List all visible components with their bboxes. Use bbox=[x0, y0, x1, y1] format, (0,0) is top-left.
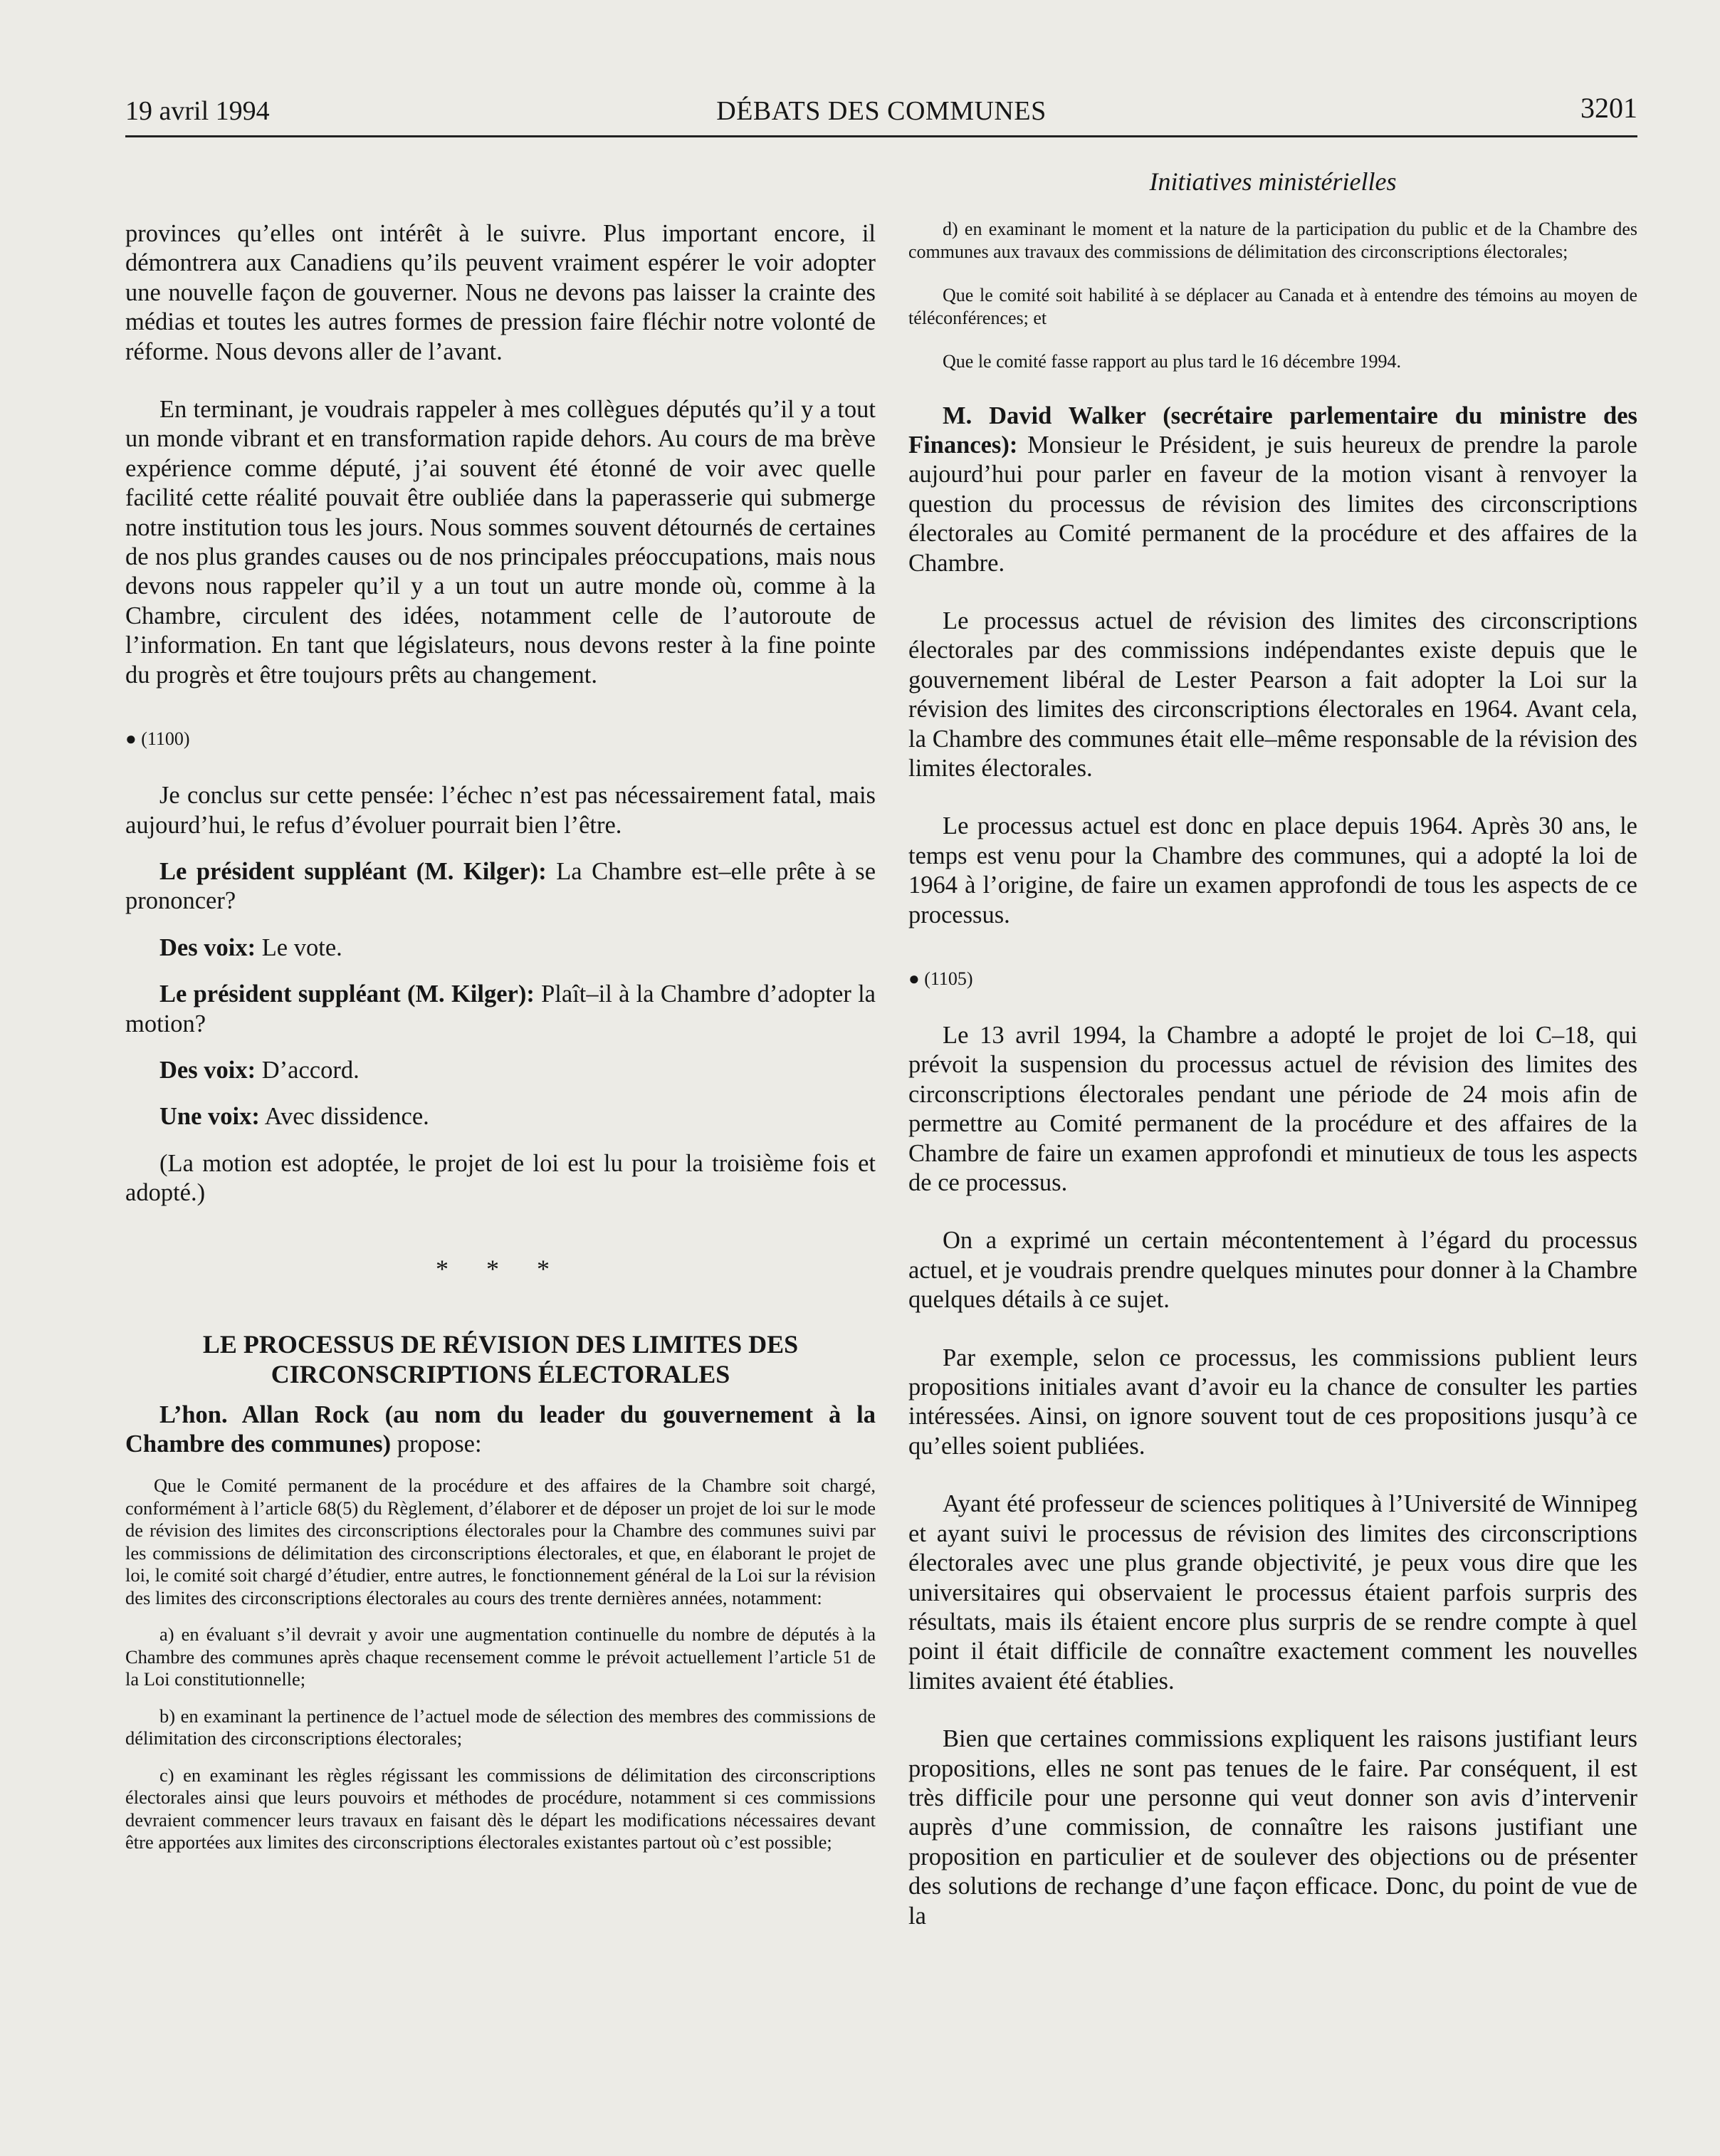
speaker-name: Des voix: bbox=[159, 1056, 256, 1084]
speaker-name: L’hon. Allan Rock (au nom du leader du gouvernement à la Chambre des communes) bbox=[125, 1401, 876, 1458]
paragraph-history: Le processus actuel de révision des limites des circonscriptions électorales par des commissions indépendantes existe depuis que le gouvernement libéral de Lester Pearson a fait adopter la Loi sur la révision des limites des circonscriptions électorales en 1964. Avant cela, la Chambre des communes était elle–même responsable de la révision des limites électorales. bbox=[908, 607, 1637, 782]
paragraph-bill-c18: Le 13 avril 1994, la Chambre a adopté le projet de loi C–18, qui prévoit la suspension du processus actuel de révision des limites des circonscriptions électorales pendant une période de 24 mois afin de permettre au Comité permanent de la procédure et des affaires de la Chambre de faire un examen approfondi et minutieux de tous les aspects de ce processus. bbox=[908, 1022, 1637, 1197]
paragraph-continuation: provinces qu’elles ont intérêt à le suivre. Plus important encore, il démontrera aux Canadiens qu’ils peuvent vraiment espérer le voir adopter une nouvelle façon de gouverner. Nous ne devons pas laisser la crainte des médias et toutes les autres formes de pression faire fléchir notre volonté de réforme. Nous devons aller de l’avant. bbox=[125, 220, 876, 365]
left-column bbox=[125, 219, 876, 1854]
speech-acting-speaker-2 bbox=[125, 980, 876, 1039]
header-title: DÉBATS DES COMMUNES bbox=[716, 96, 1047, 126]
paragraph-example: Par exemple, selon ce processus, les commissions publient leurs propositions initiales avant d’avoir eu la chance de consulter les parties intéressées. Ainsi, on ignore souvent tout de ces propositions jusqu’à ce qu’elles soient publiées. bbox=[908, 1344, 1637, 1460]
speech-voices-2 bbox=[125, 1056, 876, 1085]
section-separator: * * * bbox=[436, 1254, 565, 1283]
motion-adopted-note: (La motion est adoptée, le projet de loi est lu pour la troisième fois et adopté.) bbox=[125, 1149, 876, 1207]
time-marker-label: (1100) bbox=[141, 728, 190, 750]
paragraph-since-1964: Le processus actuel est donc en place depuis 1964. Après 30 ans, le temps est venu pour la Chambre des communes, qui a adopté la loi de 1964 à l’origine, de faire un examen approfondi de tous les aspects de ce processus. bbox=[908, 812, 1637, 928]
speech-text: Monsieur le Président, je suis heureux de prendre la parole aujourd’hui pour parler en faveur de la motion visant à renvoyer la question du processus de révision des limites des circonscriptions électorales au Comité permanent de la procédure et des affaires de la Chambre. bbox=[908, 431, 1637, 577]
speech-voices-1 bbox=[125, 933, 876, 963]
speech-one-voice bbox=[125, 1102, 876, 1131]
speech-text: Avec dissidence. bbox=[259, 1103, 429, 1131]
running-head: Initiatives ministérielles bbox=[1149, 167, 1397, 196]
time-marker bbox=[908, 968, 1637, 990]
header-page-number: 3201 bbox=[1580, 92, 1637, 124]
motion-item-c: c) en examinant les règles régissant les commissions de délimitation des circonscriptions électorales ainsi que leurs pouvoirs et méthodes de procédure, notamment si ces commissions devraient commencer leurs travaux en faisant dès le départ les modifications nécessaires devant être apportées aux limites des circonscriptions électorales existantes partout où c’est possible; bbox=[125, 1764, 876, 1853]
speaker-name: M. David Walker (secrétaire parlementaire du ministre des Finances): bbox=[908, 402, 1637, 459]
motion-item-d: d) en examinant le moment et la nature de la participation du public et de la Chambre des communes aux travaux des commissions de délimitation des circonscriptions électorales; bbox=[908, 219, 1637, 262]
motion-text-intro: Que le Comité permanent de la procédure et des affaires de la Chambre soit chargé, conformément à l’article 68(5) du Règlement, d’élaborer et de déposer un projet de loi sur le mode de révision des limites des circonscriptions électorales pour la Chambre des communes suivi par les commissions de délimitation des circonscriptions électorales, et que, en élaborant le projet de loi, le comité soit chargé d’étudier, entre autres, le fonctionnement général de la Loi sur la révision des limites des circonscriptions électorales au cours des trente dernières années, notamment: bbox=[125, 1475, 876, 1608]
right-column bbox=[908, 218, 1637, 1931]
speaker-name: Le président suppléant (M. Kilger): bbox=[159, 980, 535, 1008]
speech-acting-speaker-1 bbox=[125, 857, 876, 916]
paragraph-conclusion: Je conclus sur cette pensée: l’échec n’est pas nécessairement fatal, mais aujourd’hui, le refus d’évoluer pourrait bien l’être. bbox=[125, 782, 876, 839]
speech-text: D’accord. bbox=[256, 1056, 360, 1084]
paragraph-discontent: On a exprimé un certain mécontentement à l’égard du processus actuel, et je voudrais prendre quelques minutes pour donner à la Chambre quelques détails à ce sujet. bbox=[908, 1227, 1637, 1314]
time-marker bbox=[125, 728, 876, 750]
section-title bbox=[125, 1329, 876, 1389]
motion-item-b: b) en examinant la pertinence de l’actuel mode de sélection des membres des commissions de délimitation des circonscriptions électorales; bbox=[125, 1705, 876, 1749]
speech-text: propose: bbox=[391, 1430, 482, 1458]
bullet-icon: ● bbox=[125, 728, 137, 750]
speech-text: La Chambre est–elle prête à se prononcer? bbox=[125, 857, 876, 915]
header-date: 19 avril 1994 bbox=[125, 96, 270, 126]
speaker-name: Une voix: bbox=[159, 1103, 260, 1131]
speech-david-walker bbox=[908, 402, 1637, 578]
speech-text: Plaît–il à la Chambre d’adopter la motion? bbox=[125, 980, 876, 1037]
speaker-name: Le président suppléant (M. Kilger): bbox=[159, 857, 547, 885]
motion-item-a: a) en évaluant s’il devrait y avoir une augmentation continuelle du nombre de députés à la Chambre des communes après chaque recensement comme le prévoit actuellement l’article 51 de la Loi constitutionnelle; bbox=[125, 1623, 876, 1690]
motion-report-deadline: Que le comité fasse rapport au plus tard le 16 décembre 1994. bbox=[943, 351, 1401, 372]
paragraph-closing-remarks: En terminant, je voudrais rappeler à mes collègues députés qu’il y a tout un monde vibrant et en transformation rapide dehors. Au cours de ma brève expérience comme député, j’ai souvent été étonné de voir avec quelle facilité cette réalité pouvait être oubliée dans la paperasserie qui submerge notre institution tous les jours. Nous sommes souvent détournés de certaines de nos plus grandes causes ou de nos principales préoccupations, mais nous devons nous rappeler qu’il y a un tout un autre monde où, comme à la Chambre, circulent des idées, notamment celle de l’autoroute de l’information. En tant que législateurs, nous devons rester à la fine pointe du progrès et être toujours prêts au changement. bbox=[125, 396, 876, 689]
section-title-line-1: LE PROCESSUS DE RÉVISION DES LIMITES DES bbox=[202, 1329, 799, 1359]
bullet-icon: ● bbox=[908, 968, 920, 989]
paragraph-reasons: Bien que certaines commissions expliquent les raisons justifiant leurs propositions, elles ne sont pas tenues de le faire. Par conséquent, il est très difficile pour une personne qui veut donner son avis d’intervenir auprès d’une commission, de connaître les raisons justifiant une proposition en particulier et de soulever des objections ou de présenter des solutions de rechange d’une façon efficace. Donc, du point de vue de la bbox=[908, 1725, 1637, 1930]
section-title-line-2: CIRCONSCRIPTIONS ÉLECTORALES bbox=[271, 1359, 730, 1388]
paragraph-professor: Ayant été professeur de sciences politiques à l’Université de Winnipeg et ayant suivi le processus de révision des limites des circonscriptions électorales avec une plus grande objectivité, je peux vous dire que les universitaires qui observaient le processus étaient parfois surpris des résultats, mais ils étaient encore plus surpris de se rendre compte à quel point il était difficile de connaître exactement comment les nouvelles limites avaient été établies. bbox=[908, 1490, 1637, 1695]
motion-travel: Que le comité soit habilité à se déplacer au Canada et à entendre des témoins au moyen de téléconférences; et bbox=[908, 285, 1637, 328]
time-marker-label: (1105) bbox=[924, 968, 973, 989]
speech-allan-rock bbox=[125, 1401, 876, 1460]
speech-text: Le vote. bbox=[256, 933, 342, 961]
page-header bbox=[125, 91, 1637, 137]
speaker-name: Des voix: bbox=[159, 933, 256, 961]
